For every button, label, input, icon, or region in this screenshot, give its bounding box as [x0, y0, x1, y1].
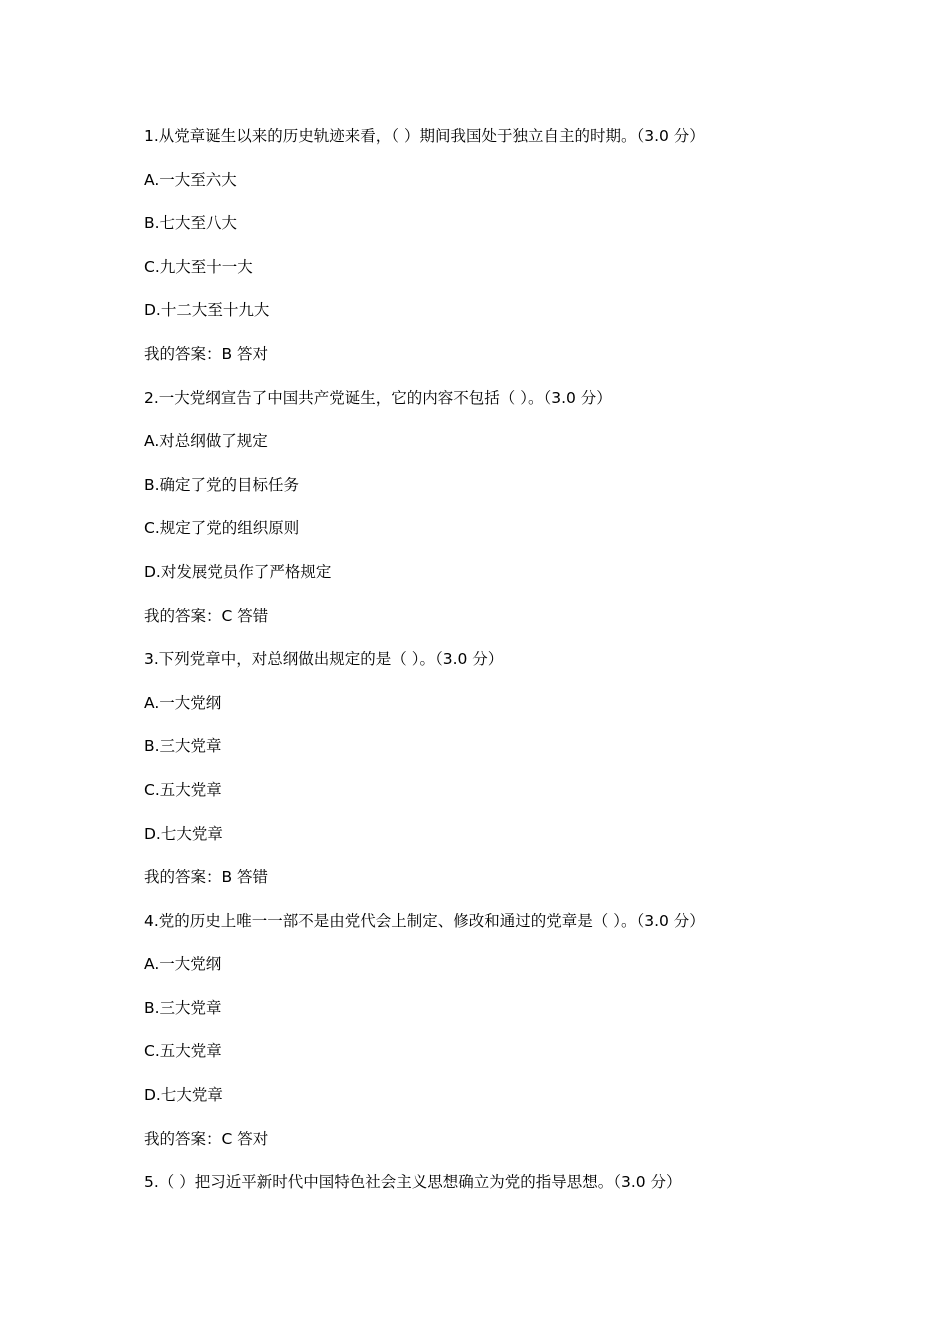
question-3-text: 3.下列党章中，对总纲做出规定的是（ ）。（3.0 分） [144, 650, 504, 669]
quiz-content [144, 123, 824, 1213]
question-4-option-c: C.五大党章 [144, 1042, 222, 1061]
question-2-text: 2.一大党纲宣告了中国共产党诞生，它的内容不包括（ ）。（3.0 分） [144, 388, 612, 407]
question-1-text: 1.从党章诞生以来的历史轨迹来看，（ ）期间我国处于独立自主的时期。（3.0 分） [144, 127, 705, 145]
question-3-option-d: D.七大党章 [144, 824, 223, 843]
question-4-option-a: A.一大党纲 [144, 955, 222, 974]
question-3-answer: 我的答案：B 答错 [144, 868, 269, 887]
question-3-option-b: B.三大党章 [144, 737, 222, 756]
question-5-text: 5.（ ）把习近平新时代中国特色社会主义思想确立为党的指导思想。（3.0 分） [144, 1173, 682, 1192]
question-1-answer: 我的答案：B 答对 [144, 344, 269, 363]
question-4-option-d: D.七大党章 [144, 1086, 223, 1105]
question-4-answer: 我的答案：C 答对 [144, 1129, 269, 1148]
question-3-option-c: C.五大党章 [144, 780, 222, 799]
question-2-option-a: A.对总纲做了规定 [144, 432, 268, 451]
question-1-option-b: B.七大至八大 [144, 214, 238, 233]
question-2-answer: 我的答案：C 答错 [144, 606, 269, 625]
question-1-option-d: D.十二大至十九大 [144, 301, 270, 320]
question-2-option-d: D.对发展党员作了严格规定 [144, 562, 332, 581]
question-2-option-b: B.确定了党的目标任务 [144, 475, 300, 494]
question-4-text: 4.党的历史上唯一一部不是由党代会上制定、修改和通过的党章是（ ）。（3.0 分） [144, 911, 705, 930]
question-1-option-c: C.九大至十一大 [144, 257, 253, 276]
question-2-option-c: C.规定了党的组织原则 [144, 519, 300, 538]
question-1-option-a: A.一大至六大 [144, 170, 237, 189]
question-4-option-b: B.三大党章 [144, 998, 222, 1017]
question-3-option-a: A.一大党纲 [144, 693, 222, 712]
